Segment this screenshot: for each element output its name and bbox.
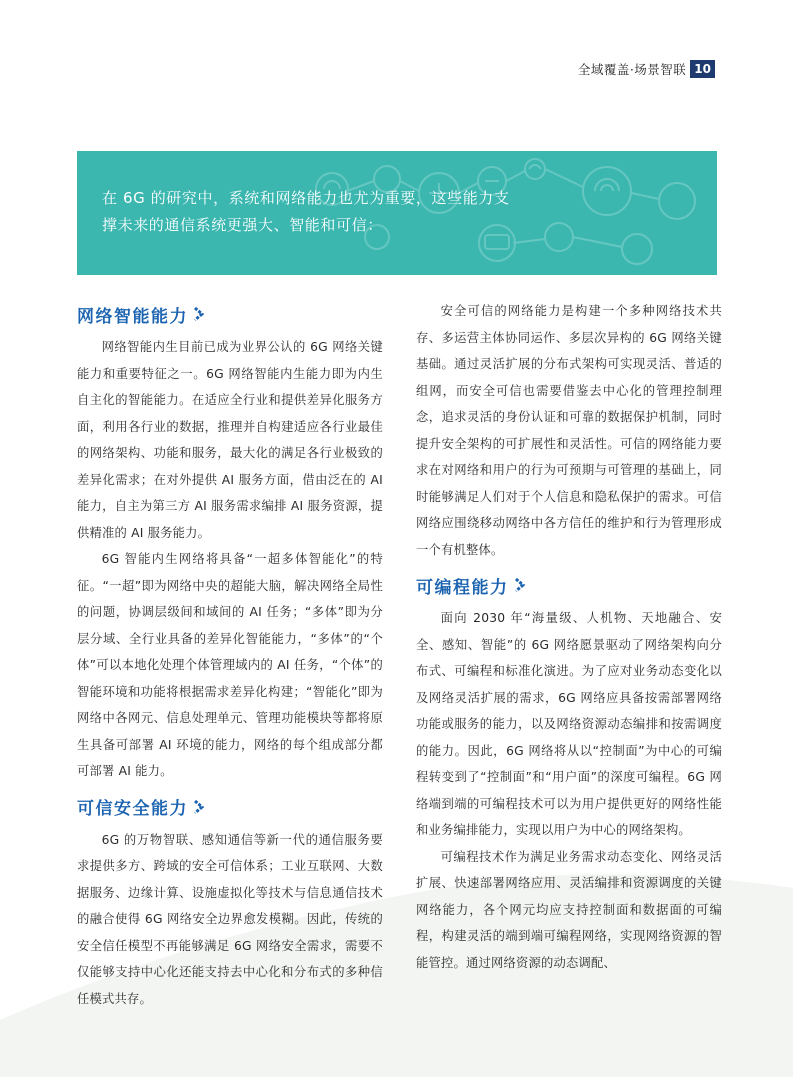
left-column	[77, 298, 383, 1012]
header-title: 全域覆盖·场景智联	[577, 62, 687, 77]
paragraph: 6G 的万物智联、感知通信等新一代的通信服务要求提供多方、跨域的安全可信体系；工业互联网、大数据服务、边缘计算、设施虚拟化等技术与信息通信技术的融合使得 6G 网络安全边界愈发模糊。因此，传统的安全信任模型不再能够满足 6G 网络安全需求，需要不仅能够支持中心化还能支持去中心化和分布式的多种信任模式共存。	[77, 832, 383, 1006]
chevron-right-icon	[513, 577, 527, 593]
right-column	[416, 298, 722, 976]
page-number: 10	[690, 60, 715, 78]
chevron-right-icon	[192, 799, 206, 815]
section-title: 可编程能力	[416, 577, 509, 598]
section-heading-network-intelligence	[77, 298, 383, 330]
paragraph: 可编程技术作为满足业务需求动态变化、网络灵活扩展、快速部署网络应用、灵活编排和资源调度的关键网络能力，各个网元均应支持控制面和数据面的可编程，构建灵活的端到端可编程网络，实现网络资源的智能管控。通过网络资源的动态调配、	[416, 849, 722, 970]
paragraph: 面向 2030 年“海量级、人机物、天地融合、安全、感知、智能”的 6G 网络愿景驱动了网络架构向分布式、可编程和标准化演进。为了应对业务动态变化以及网络灵活扩展的需求，6G 网络应具备按需部署网络功能或服务的能力，以及网络资源动态编排和按需调度的能力。因此，6G 网络将从以“控制面”为中心的可编程转变到了“控制面”和“用户面”的深度可编程。6G 网络端到端的可编程技术可以为用户提供更好的网络性能和业务编排能力，实现以用户为中心的网络架构。	[416, 611, 722, 837]
paragraph: 安全可信的网络能力是构建一个多种网络技术共存、多运营主体协同运作、多层次异构的 6G 网络关键基础。通过灵活扩展的分布式架构可实现灵活、普适的组网，而安全可信也需要借鉴去中心化的管理控制理念，追求灵活的身份认证和可靠的数据保护机制，同时提升安全架构的可扩展性和灵活性。可信的网络能力要求在对网络和用户的行为可预期与可管理的基础上，同时能够满足人们对于个人信息和隐私保护的需求。可信网络应围绕移动网络中各方信任的维护和行为管理形成一个有机整体。	[416, 304, 722, 557]
section-heading-trusted-security	[77, 791, 383, 823]
paragraph: 网络智能内生目前已成为业界公认的 6G 网络关键能力和重要特征之一。6G 网络智能内生能力即为内生自主化的智能能力。在适应全行业和提供差异化服务方面，利用各行业的数据，推理并自构建适应各行业最佳的网络架构、功能和服务，最大化的满足各行业极致的差异化需求；在对外提供 AI 服务方面，借由泛在的 AI 能力，自主为第三方 AI 服务需求编排 AI 服务资源，提供精准的 AI 服务能力。	[77, 340, 383, 540]
paragraph: 6G 智能内生网络将具备“一超多体智能化”的特征。“一超”即为网络中央的超能大脑，解决网络全局性的问题，协调层级间和域间的 AI 任务；“多体”即为分层分域、全行业具备的差异化智能能力，“多体”的“个体”可以本地化处理个体管理域内的 AI 任务，“个体”的智能环境和功能将根据需求差异化构建；“智能化”即为网络中各网元、信息处理单元、管理功能模块等都将原生具备可部署 AI 环境的能力，网络的每个组成部分都可部署 AI 能力。	[77, 552, 383, 778]
chevron-right-icon	[192, 306, 206, 322]
intro-box	[77, 151, 717, 275]
section-title: 网络智能能力	[77, 306, 188, 327]
section-heading-programmability	[416, 569, 722, 601]
section-title: 可信安全能力	[77, 799, 188, 819]
intro-text: 在 6G 的研究中，系统和网络能力也尤为重要，这些能力支撑未来的通信系统更强大、智能和可信：	[102, 189, 510, 234]
page-header	[578, 58, 715, 80]
